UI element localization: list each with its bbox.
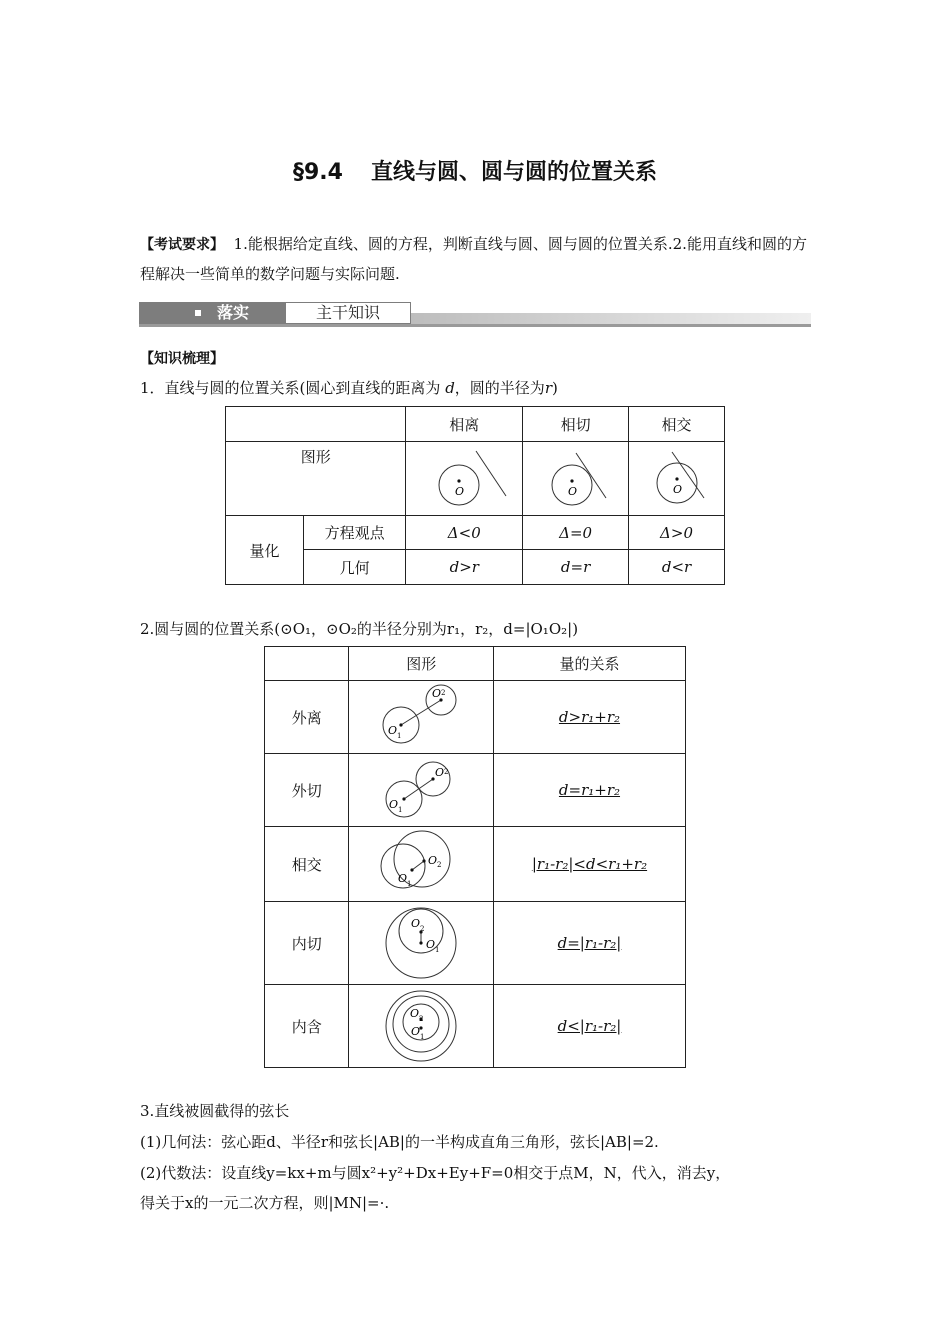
svg-text:O: O xyxy=(388,724,398,737)
page-title xyxy=(0,155,950,186)
banner-rule xyxy=(139,324,811,327)
circles-intersect-diagram xyxy=(376,828,466,900)
relation-contain: d<|r₁-r₂| xyxy=(493,985,685,1068)
equation-separate: Δ<0 xyxy=(406,516,523,550)
svg-text:O: O xyxy=(455,484,465,498)
svg-text:O: O xyxy=(398,872,408,885)
figure-intersect xyxy=(349,827,494,902)
banner-dark xyxy=(139,302,285,324)
svg-text:O: O xyxy=(435,766,445,779)
row-name-internal-tangent: 内切 xyxy=(265,902,349,985)
svg-text:1: 1 xyxy=(397,732,402,740)
section-number: §9.4 xyxy=(293,160,343,185)
svg-text:O: O xyxy=(567,484,577,498)
line-circle-table xyxy=(225,406,725,585)
svg-text:O: O xyxy=(411,1025,421,1038)
section1-title-text: 1．直线与圆的位置关系(圆心到直线的距离为 xyxy=(140,379,441,397)
geometry-tangent: d=r xyxy=(523,550,629,585)
figure-contain xyxy=(349,985,494,1068)
geometry-label: 几何 xyxy=(303,550,406,585)
header-empty xyxy=(265,647,349,681)
svg-text:2: 2 xyxy=(437,861,442,869)
figure-intersect xyxy=(629,442,725,516)
circles-external-tangent-diagram xyxy=(376,755,466,825)
row-name-external-tangent: 外切 xyxy=(265,754,349,827)
svg-text:1: 1 xyxy=(420,1033,425,1041)
row-name-intersect: 相交 xyxy=(265,827,349,902)
row-name-contain: 内含 xyxy=(265,985,349,1068)
line-circle-tangent-diagram xyxy=(526,446,626,512)
figure-label: 图形 xyxy=(226,442,406,516)
geometry-separate: d>r xyxy=(406,550,523,585)
svg-text:O: O xyxy=(432,687,442,700)
svg-text:O: O xyxy=(672,482,682,496)
section2-title: 2.圆与圆的位置关系(⊙O₁，⊙O₂的半径分别为r₁，r₂，d=|O₁O₂|) xyxy=(140,620,579,638)
svg-text:2: 2 xyxy=(441,689,446,697)
equation-view-label: 方程观点 xyxy=(303,516,406,550)
relation-external-tangent: d=r₁+r₂ xyxy=(493,754,685,827)
svg-text:2: 2 xyxy=(420,925,425,933)
figure-external xyxy=(349,681,494,754)
line-circle-separate-diagram xyxy=(414,446,514,512)
section-banner xyxy=(139,299,811,327)
exam-requirements xyxy=(140,230,812,289)
knowledge-heading: 【知识梳理】 xyxy=(140,351,224,367)
section1-title-middle: ，圆的半径为 xyxy=(454,379,545,397)
circles-contain-diagram xyxy=(376,986,466,1066)
banner-dark-label: 落实 xyxy=(217,303,250,322)
quantify-label: 量化 xyxy=(226,516,304,585)
circles-external-diagram xyxy=(376,682,466,752)
banner-light-label: 主干知识 xyxy=(285,302,411,324)
corner-cell xyxy=(226,407,406,442)
geometry-intersect: d<r xyxy=(629,550,725,585)
svg-text:O: O xyxy=(410,1007,420,1020)
equation-intersect: Δ>0 xyxy=(629,516,725,550)
section3-line1: (1)几何法：弦心距d、半径r和弦长|AB|的一半构成直角三角形，弦长|AB|=2. xyxy=(140,1133,659,1151)
svg-text:O: O xyxy=(411,917,421,930)
svg-text:O: O xyxy=(426,938,436,951)
relation-intersect: |r₁-r₂|<d<r₁+r₂ xyxy=(493,827,685,902)
header-figure: 图形 xyxy=(349,647,494,681)
square-icon xyxy=(195,310,201,316)
relation-internal-tangent: d=|r₁-r₂| xyxy=(493,902,685,985)
figure-external-tangent xyxy=(349,754,494,827)
circles-internal-tangent-diagram xyxy=(376,903,466,983)
svg-text:O: O xyxy=(428,854,438,867)
equation-tangent: Δ=0 xyxy=(523,516,629,550)
header-intersect: 相交 xyxy=(629,407,725,442)
section1-title-end: ) xyxy=(551,379,558,397)
section3-line3: 得关于x的一元二次方程，则|MN|=·. xyxy=(140,1194,390,1212)
figure-internal-tangent xyxy=(349,902,494,985)
section1-title-r: r xyxy=(544,379,552,397)
svg-text:2: 2 xyxy=(419,1015,424,1023)
figure-tangent xyxy=(523,442,629,516)
section3-line2: (2)代数法：设直线y=kx+m与圆x²+y²+Dx+Ey+F=0相交于点M，N，代入，消去y， xyxy=(140,1164,731,1182)
header-tangent: 相切 xyxy=(523,407,629,442)
section1-title xyxy=(140,377,558,398)
exam-requirements-text: 1.能根据给定直线、圆的方程，判断直线与圆、圆与圆的位置关系.2.能用直线和圆的方程解决一些简单的数学问题与实际问题. xyxy=(140,235,807,283)
header-separate: 相离 xyxy=(406,407,523,442)
section3-title: 3.直线被圆截得的弦长 xyxy=(140,1102,290,1120)
circle-circle-table xyxy=(264,646,686,1068)
svg-text:1: 1 xyxy=(398,806,403,814)
svg-text:1: 1 xyxy=(435,946,440,954)
row-name-external: 外离 xyxy=(265,681,349,754)
title-text: 直线与圆、圆与圆的位置关系 xyxy=(370,160,657,185)
svg-text:2: 2 xyxy=(444,768,449,776)
svg-text:O: O xyxy=(389,798,399,811)
relation-external: d>r₁+r₂ xyxy=(493,681,685,754)
section1-title-d: d xyxy=(445,379,455,397)
svg-text:1: 1 xyxy=(407,880,412,888)
figure-separate xyxy=(406,442,523,516)
line-circle-intersect-diagram xyxy=(632,446,722,512)
header-relation: 量的关系 xyxy=(493,647,685,681)
exam-requirements-tag: 【考试要求】 xyxy=(140,237,224,253)
